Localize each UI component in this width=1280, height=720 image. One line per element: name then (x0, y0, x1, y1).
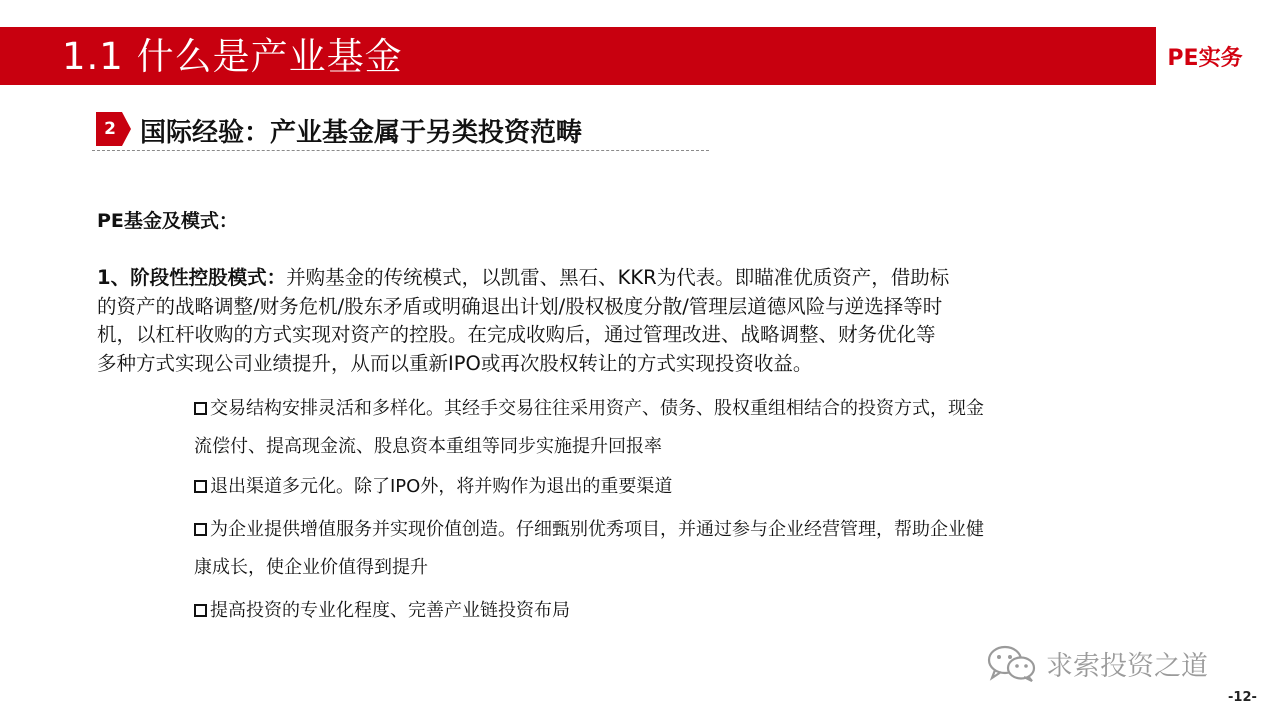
bullet-text: 交易结构安排灵活和多样化。其经手交易往往采用资产、债务、股权重组相结合的投资方式，现金 (210, 398, 984, 419)
bullet-text: 为企业提供增值服务并实现价值创造。仔细甄别优秀项目，并通过参与企业经营管理，帮助企业健 (210, 519, 984, 540)
bullet-item (194, 468, 1154, 506)
square-bullet-icon (194, 480, 207, 493)
bullet-item (194, 511, 1154, 587)
paragraph-line: 多种方式实现公司业绩提升，从而以重新IPO或再次股权转让的方式实现投资收益。 (97, 351, 813, 375)
subheading: PE基金及模式： (97, 210, 238, 232)
bullet-text: 提高投资的专业化程度、完善产业链投资布局 (210, 600, 570, 621)
section-title: 国际经验：产业基金属于另类投资范畴 (140, 118, 583, 148)
bullet-line: 流偿付、提高现金流、股息资本重组等同步实施提升回报率 (194, 436, 662, 457)
bullet-line: 康成长，使企业价值得到提升 (194, 557, 428, 578)
main-paragraph (97, 264, 1157, 378)
brand-box (1156, 27, 1252, 85)
bullet-item (194, 390, 1154, 466)
bullet-line (194, 592, 1154, 630)
paragraph-line (97, 264, 1157, 293)
bullet-line (194, 511, 1154, 549)
square-bullet-icon (194, 523, 207, 536)
bullet-item (194, 592, 1154, 630)
section-number-badge (96, 112, 131, 146)
watermark (986, 641, 1208, 685)
watermark-text: 求索投资之道 (1046, 650, 1208, 682)
slide-title: 1.1 什么是产业基金 (62, 35, 403, 78)
brand-label: PE实务 (1167, 45, 1243, 71)
wechat-icon (986, 643, 1038, 683)
bullet-line (194, 468, 1154, 506)
square-bullet-icon (194, 402, 207, 415)
section-number: 2 (104, 119, 116, 139)
paragraph-line: 机，以杠杆收购的方式实现对资产的控股。在完成收购后，通过管理改进、战略调整、财务优化等 (97, 323, 936, 346)
section-divider (92, 150, 709, 151)
bullet-text: 退出渠道多元化。除了IPO外，将并购作为退出的重要渠道 (210, 476, 673, 497)
paragraph-line: 的资产的战略调整/财务危机/股东矛盾或明确退出计划/股权极度分散/管理层道德风险与逆选择等时 (97, 294, 943, 318)
square-bullet-icon (194, 604, 207, 617)
paragraph-line-text: 并购基金的传统模式，以凯雷、黑石、KKR为代表。即瞄准优质资产，借助标 (286, 266, 950, 289)
page-number: -12- (1228, 690, 1257, 705)
paragraph-lead: 1、阶段性控股模式： (97, 266, 287, 289)
bullet-line (194, 390, 1154, 428)
